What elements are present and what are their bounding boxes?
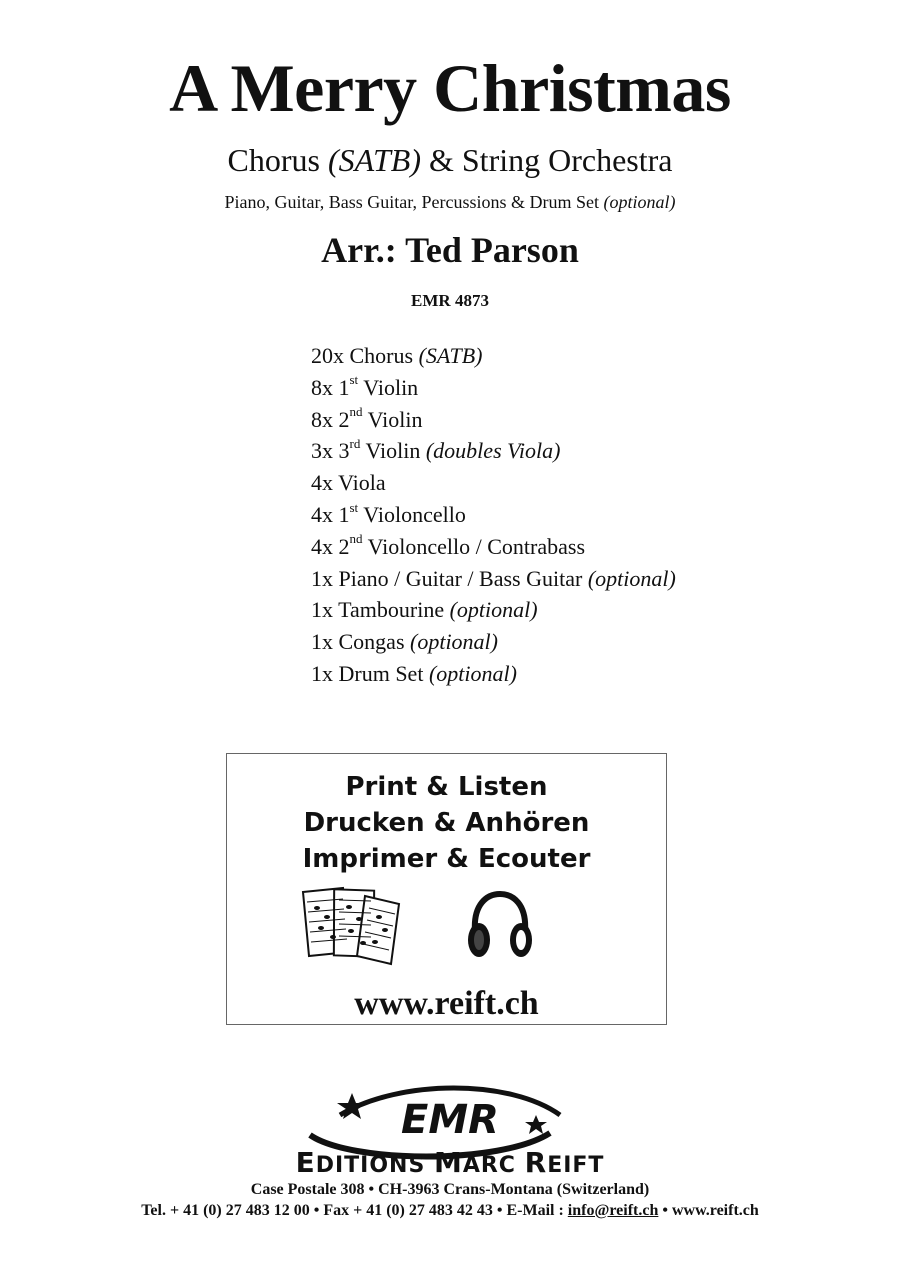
catalog-number: EMR 4873	[411, 291, 489, 310]
promo-line-english: Print & Listen	[345, 772, 548, 802]
publisher-contact	[0, 1201, 900, 1221]
instrument-item: 8x 1st Violin	[311, 372, 419, 400]
ensemble-subtitle	[0, 140, 900, 180]
optional-instruments-line	[0, 190, 900, 214]
svg-text:EMR: EMR	[401, 1097, 499, 1143]
sheet-music-icon	[299, 886, 409, 966]
subtitle-post: & String Orchestra	[420, 142, 673, 178]
instrument-item: 1x Congas (optional)	[311, 629, 498, 655]
subtitle-italic: (SATB)	[327, 142, 421, 178]
headphones-icon	[465, 888, 535, 968]
arranger: Arr.: Ted Parson	[321, 230, 579, 270]
instrument-item: 20x Chorus (SATB)	[311, 343, 483, 368]
instrument-item: 4x 1st Violoncello	[311, 499, 466, 527]
instrument-item: 1x Drum Set (optional)	[311, 660, 517, 686]
instrument-item: 3x 3rd Violin (doubles Viola)	[311, 436, 561, 464]
instrument-item: 4x 2nd Violoncello / Contrabass	[311, 531, 586, 559]
email-link[interactable]: info@reift.ch	[567, 1202, 659, 1219]
instrumentation-list	[311, 340, 676, 690]
contact-website: • www.reift.ch	[658, 1202, 759, 1219]
instrument-item: 1x Tambourine (optional)	[311, 597, 538, 623]
promo-line-german: Drucken & Anhören	[303, 808, 590, 838]
subtitle-pre: Chorus	[227, 142, 328, 178]
piece-title: A Merry Christmas	[169, 50, 731, 126]
print-listen-box	[226, 753, 667, 1025]
optional-line-text: Piano, Guitar, Bass Guitar, Percussions & Drum Set	[224, 192, 604, 212]
instrument-item: 4x Viola	[311, 470, 386, 496]
contact-phone-fax: Tel. + 41 (0) 27 483 12 00 • Fax + 41 (0) 27 483 42 43 • E-Mail :	[141, 1202, 568, 1219]
promo-line-french: Imprimer & Ecouter	[302, 844, 591, 874]
website-url[interactable]: www.reift.ch	[354, 985, 539, 1022]
publisher-name: EDITIONS MARC REIFT	[295, 1146, 605, 1179]
optional-line-italic: (optional)	[603, 192, 676, 212]
instrument-item: 8x 2nd Violin	[311, 404, 423, 432]
publisher-address: Case Postale 308 • CH-3963 Crans-Montana (Switzerland)	[250, 1181, 650, 1198]
instrument-item: 1x Piano / Guitar / Bass Guitar (optional)	[311, 565, 676, 591]
